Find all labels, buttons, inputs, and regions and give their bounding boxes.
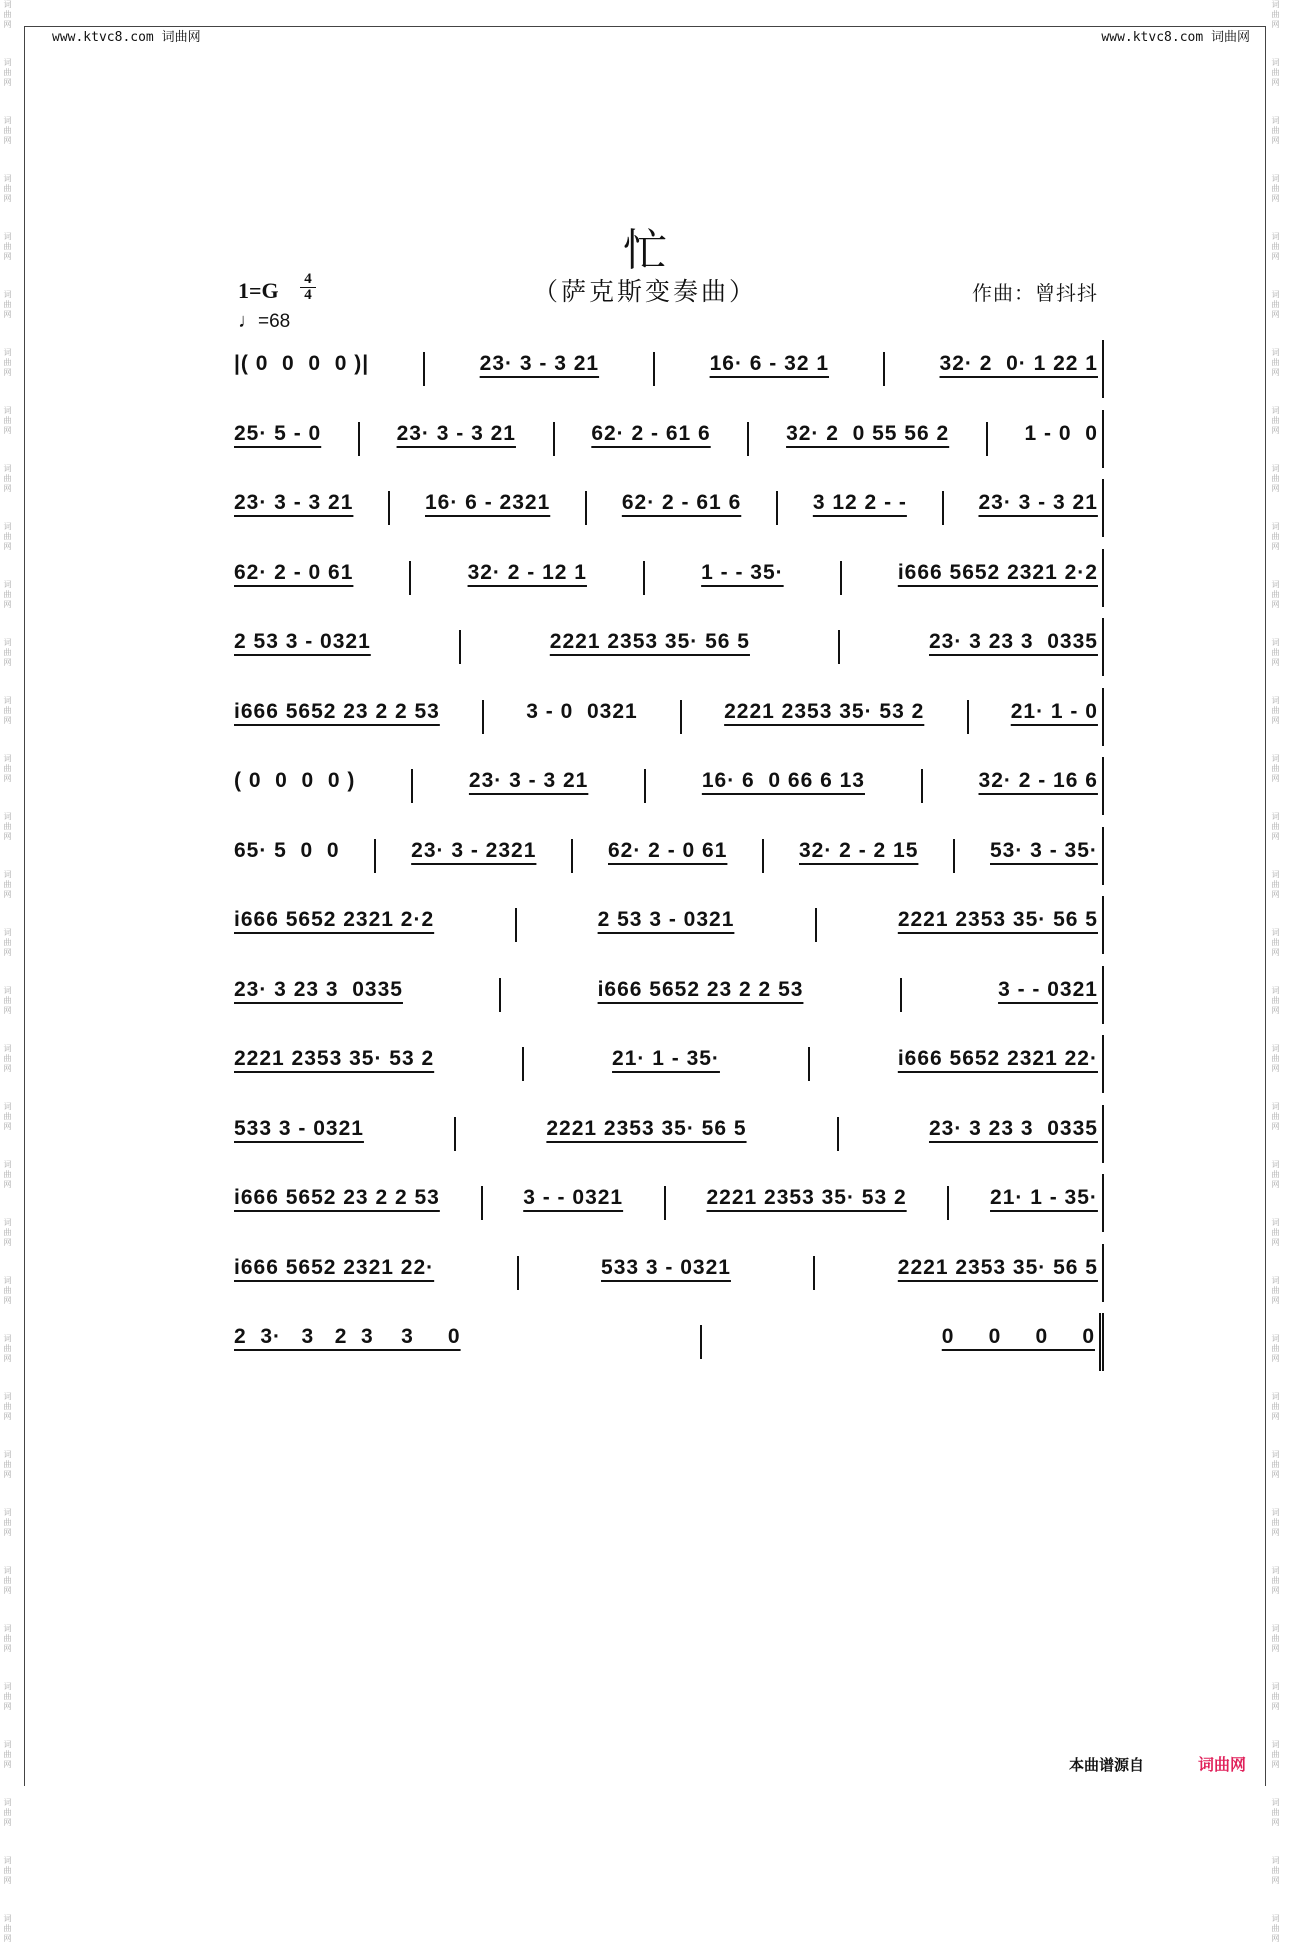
bar-line bbox=[388, 491, 390, 525]
score-row bbox=[234, 1035, 1104, 1093]
watermark-text: 词曲网 bbox=[3, 1914, 12, 1944]
measure: 53· 3 - 35· bbox=[990, 838, 1098, 862]
score-row bbox=[234, 896, 1104, 954]
measure: 2 53 3 - 0321 bbox=[597, 908, 735, 931]
measure: 533 3 - 0321 bbox=[234, 1116, 364, 1140]
watermark-text: 词曲网 bbox=[3, 290, 12, 320]
bar-line bbox=[459, 630, 461, 664]
watermark-text: 词曲网 bbox=[3, 928, 12, 958]
measure: i666 5652 2321 22· bbox=[234, 1255, 435, 1279]
bar-line bbox=[762, 839, 764, 873]
measure: |( 0 0 0 0 )| bbox=[234, 352, 370, 375]
measure: 32· 2 0 55 56 2 bbox=[786, 421, 950, 445]
watermark-text: 词曲网 bbox=[3, 696, 12, 726]
measure: 23· 3 - 3 21 bbox=[978, 491, 1098, 514]
composer-credit: 作曲：曾抖抖 bbox=[972, 281, 1098, 305]
watermark-text: 词曲网 bbox=[3, 1392, 12, 1422]
watermark-text: 词曲网 bbox=[1271, 290, 1280, 320]
footer-source-text: 本曲谱源自 bbox=[1068, 1756, 1144, 1774]
bar-line bbox=[644, 769, 646, 803]
watermark-text: 词曲网 bbox=[3, 1276, 12, 1306]
watermark-text: 词曲网 bbox=[1271, 1566, 1280, 1596]
measure: i666 5652 2321 2·2 bbox=[897, 560, 1098, 584]
bar-line bbox=[481, 1186, 483, 1220]
footer-site-logo[interactable]: 词曲网 bbox=[1197, 1755, 1246, 1774]
watermark-text: 词曲网 bbox=[1271, 1218, 1280, 1248]
measure: 16· 6 0 66 6 13 bbox=[701, 769, 865, 792]
measure: 2221 2353 35· 56 5 bbox=[897, 908, 1098, 931]
measure: 32· 2 - 12 1 bbox=[467, 560, 587, 584]
measure: 533 3 - 0321 bbox=[601, 1255, 731, 1279]
measure: i666 5652 23 2 2 53 bbox=[597, 977, 804, 1001]
watermark-text: 词曲网 bbox=[3, 986, 12, 1016]
watermark-text: 词曲网 bbox=[1271, 1682, 1280, 1712]
bar-line bbox=[374, 839, 376, 873]
bar-line bbox=[967, 700, 969, 734]
measure: 23· 3 - 3 21 bbox=[396, 421, 516, 445]
watermark-text: 词曲网 bbox=[3, 1160, 12, 1190]
watermark-text: 词曲网 bbox=[1271, 1044, 1280, 1074]
watermark-text: 词曲网 bbox=[3, 870, 12, 900]
score-row bbox=[234, 1313, 1104, 1371]
watermark-text: 词曲网 bbox=[1271, 464, 1280, 494]
watermark-text: 词曲网 bbox=[3, 638, 12, 668]
measure: 2221 2353 35· 53 2 bbox=[706, 1186, 907, 1209]
watermark-text: 词曲网 bbox=[1271, 1798, 1280, 1828]
measure: 2 53 3 - 0321 bbox=[234, 630, 371, 653]
measure: 2221 2353 35· 53 2 bbox=[724, 699, 925, 723]
measure: i666 5652 2321 2·2 bbox=[234, 908, 435, 931]
measure: ( 0 0 0 0 ) bbox=[234, 769, 356, 792]
watermark-text: 词曲网 bbox=[3, 1450, 12, 1480]
bar-line bbox=[837, 1117, 839, 1151]
measure: 21· 1 - 35· bbox=[990, 1186, 1098, 1209]
measure: 23· 3 23 3 0335 bbox=[234, 977, 403, 1001]
bar-line bbox=[900, 978, 902, 1012]
bar-line bbox=[815, 908, 817, 942]
watermark-text: 词曲网 bbox=[3, 1856, 12, 1886]
measure: 21· 1 - 35· bbox=[612, 1047, 720, 1070]
bar-line bbox=[499, 978, 501, 1012]
watermark-text: 词曲网 bbox=[1271, 406, 1280, 436]
watermark-text: 词曲网 bbox=[1271, 1856, 1280, 1886]
measure: 3 12 2 - - bbox=[812, 491, 907, 514]
watermark-text: 词曲网 bbox=[1271, 348, 1280, 378]
watermark-text: 词曲网 bbox=[3, 580, 12, 610]
bar-line bbox=[953, 839, 955, 873]
time-signature bbox=[300, 272, 316, 303]
watermark-text: 词曲网 bbox=[1271, 0, 1280, 30]
measure: 25· 5 - 0 bbox=[234, 421, 322, 445]
measure: 23· 3 23 3 0335 bbox=[928, 1116, 1098, 1140]
measure: 32· 2 0· 1 22 1 bbox=[939, 352, 1098, 375]
bar-line bbox=[643, 561, 645, 595]
score-row bbox=[234, 966, 1104, 1024]
bar-line bbox=[680, 700, 682, 734]
watermark-text: 词曲网 bbox=[3, 1740, 12, 1770]
measure: i666 5652 2321 22· bbox=[897, 1047, 1098, 1070]
watermark-text: 词曲网 bbox=[3, 406, 12, 436]
bar-line bbox=[776, 491, 778, 525]
watermark-text: 词曲网 bbox=[1271, 638, 1280, 668]
bar-line bbox=[813, 1256, 815, 1290]
measure: 0 0 0 0 bbox=[941, 1325, 1095, 1348]
bar-line bbox=[571, 839, 573, 873]
measure: 1 - 0 0 bbox=[1024, 421, 1098, 445]
measure: 2221 2353 35· 53 2 bbox=[234, 1047, 435, 1070]
score-row bbox=[234, 618, 1104, 676]
measure: 32· 2 - 2 15 bbox=[799, 838, 919, 862]
measure: 2221 2353 35· 56 5 bbox=[897, 1255, 1098, 1279]
watermark-text: 词曲网 bbox=[3, 812, 12, 842]
header-site-right[interactable]: www.ktvc8.com 词曲网 bbox=[1101, 30, 1250, 45]
measure: 62· 2 - 61 6 bbox=[591, 421, 711, 445]
score-row bbox=[234, 340, 1104, 398]
watermark-text: 词曲网 bbox=[1271, 1334, 1280, 1364]
measure: 32· 2 - 16 6 bbox=[978, 769, 1098, 792]
measure: 62· 2 - 0 61 bbox=[234, 560, 354, 584]
measure: 2221 2353 35· 56 5 bbox=[549, 630, 750, 653]
watermark-text: 词曲网 bbox=[3, 58, 12, 88]
bar-line bbox=[942, 491, 944, 525]
time-signature-top: 4 bbox=[300, 272, 316, 288]
bar-line bbox=[515, 908, 517, 942]
watermark-text: 词曲网 bbox=[1271, 232, 1280, 262]
watermark-text: 词曲网 bbox=[1271, 116, 1280, 146]
bar-line bbox=[947, 1186, 949, 1220]
watermark-text: 词曲网 bbox=[3, 174, 12, 204]
watermark-text: 词曲网 bbox=[1271, 174, 1280, 204]
score-row bbox=[234, 1244, 1104, 1302]
bar-line bbox=[700, 1325, 702, 1359]
watermark-text: 词曲网 bbox=[3, 1102, 12, 1132]
measure: 23· 3 - 3 21 bbox=[479, 352, 600, 375]
bar-line bbox=[840, 561, 842, 595]
score-body bbox=[234, 340, 1104, 1383]
watermark-text: 词曲网 bbox=[3, 1334, 12, 1364]
score-row bbox=[234, 479, 1104, 537]
score-row bbox=[234, 1174, 1104, 1232]
watermark-text: 词曲网 bbox=[3, 1044, 12, 1074]
score-row bbox=[234, 757, 1104, 815]
score-row bbox=[234, 1105, 1104, 1163]
bar-line bbox=[808, 1047, 810, 1081]
tempo-marking bbox=[238, 310, 290, 333]
watermark-text: 词曲网 bbox=[3, 1218, 12, 1248]
measure: 3 - - 0321 bbox=[998, 977, 1098, 1001]
bar-line bbox=[522, 1047, 524, 1081]
watermark-text: 词曲网 bbox=[1271, 870, 1280, 900]
time-signature-bottom: 4 bbox=[304, 287, 312, 303]
watermark-text: 词曲网 bbox=[1271, 928, 1280, 958]
measure: 3 - 0 0321 bbox=[526, 699, 638, 723]
measure: i666 5652 23 2 2 53 bbox=[234, 1186, 440, 1209]
bar-line bbox=[553, 422, 555, 456]
measure: 1 - - 35· bbox=[701, 560, 784, 584]
watermark-text: 词曲网 bbox=[1271, 1450, 1280, 1480]
measure: 2221 2353 35· 56 5 bbox=[546, 1116, 747, 1140]
score-row bbox=[234, 688, 1104, 746]
watermark-text: 词曲网 bbox=[1271, 812, 1280, 842]
measure: 21· 1 - 0 bbox=[1010, 699, 1098, 723]
measure: 23· 3 - 2321 bbox=[411, 838, 537, 862]
measure: 62· 2 - 0 61 bbox=[608, 838, 728, 862]
score-row bbox=[234, 827, 1104, 885]
watermark-text: 词曲网 bbox=[3, 0, 12, 30]
watermark-text: 词曲网 bbox=[1271, 1624, 1280, 1654]
bar-line bbox=[653, 352, 655, 386]
header-site-left[interactable]: www.ktvc8.com 词曲网 bbox=[52, 30, 201, 45]
watermark-text: 词曲网 bbox=[1271, 1914, 1280, 1944]
watermark-text: 词曲网 bbox=[3, 116, 12, 146]
measure: 16· 6 - 2321 bbox=[425, 491, 551, 514]
bar-line bbox=[664, 1186, 666, 1220]
bar-line bbox=[883, 352, 885, 386]
watermark-text: 词曲网 bbox=[3, 464, 12, 494]
bar-line bbox=[986, 422, 988, 456]
measure: 16· 6 - 32 1 bbox=[709, 352, 830, 375]
watermark-text: 词曲网 bbox=[3, 522, 12, 552]
watermark-text: 词曲网 bbox=[1271, 1160, 1280, 1190]
quarter-note-icon: ♩ bbox=[238, 310, 258, 332]
watermark-text: 词曲网 bbox=[1271, 522, 1280, 552]
measure: 65· 5 0 0 bbox=[234, 838, 340, 862]
watermark-text: 词曲网 bbox=[3, 1508, 12, 1538]
watermark-text: 词曲网 bbox=[1271, 1102, 1280, 1132]
watermark-text: 词曲网 bbox=[1271, 1276, 1280, 1306]
measure: 23· 3 - 3 21 bbox=[468, 769, 589, 792]
measure: i666 5652 23 2 2 53 bbox=[234, 699, 440, 723]
watermark-text: 词曲网 bbox=[3, 1798, 12, 1828]
score-row bbox=[234, 549, 1104, 607]
watermark-text: 词曲网 bbox=[3, 232, 12, 262]
tempo-value: =68 bbox=[258, 311, 291, 332]
watermark-text: 词曲网 bbox=[3, 1682, 12, 1712]
bar-line bbox=[409, 561, 411, 595]
bar-line bbox=[517, 1256, 519, 1290]
song-title: 忙 bbox=[623, 225, 667, 276]
watermark-text: 词曲网 bbox=[1271, 58, 1280, 88]
watermark-text: 词曲网 bbox=[1271, 580, 1280, 610]
watermark-text: 词曲网 bbox=[3, 348, 12, 378]
watermark-text: 词曲网 bbox=[1271, 1508, 1280, 1538]
bar-line bbox=[747, 422, 749, 456]
bar-line bbox=[482, 700, 484, 734]
bar-line bbox=[454, 1117, 456, 1151]
watermark-text: 词曲网 bbox=[1271, 696, 1280, 726]
measure: 62· 2 - 61 6 bbox=[621, 491, 742, 514]
watermark-text: 词曲网 bbox=[3, 754, 12, 784]
measure: 23· 3 23 3 0335 bbox=[929, 630, 1098, 653]
watermark-text: 词曲网 bbox=[1271, 1740, 1280, 1770]
watermark-text: 词曲网 bbox=[1271, 754, 1280, 784]
bar-line bbox=[358, 422, 360, 456]
watermark-text: 词曲网 bbox=[1271, 1392, 1280, 1422]
bar-line bbox=[411, 769, 413, 803]
bar-line bbox=[423, 352, 425, 386]
measure: 3 - - 0321 bbox=[523, 1186, 624, 1209]
measure: 2 3· 3 2 3 3 0 bbox=[234, 1325, 461, 1348]
bar-line bbox=[585, 491, 587, 525]
watermark-text: 词曲网 bbox=[3, 1624, 12, 1654]
measure: 23· 3 - 3 21 bbox=[234, 491, 354, 514]
watermark-text: 词曲网 bbox=[1271, 986, 1280, 1016]
song-subtitle: （萨克斯变奏曲） bbox=[532, 277, 757, 306]
bar-line bbox=[838, 630, 840, 664]
score-row bbox=[234, 410, 1104, 468]
key-signature: 1=G bbox=[238, 278, 279, 303]
watermark-text: 词曲网 bbox=[3, 1566, 12, 1596]
bar-line bbox=[921, 769, 923, 803]
